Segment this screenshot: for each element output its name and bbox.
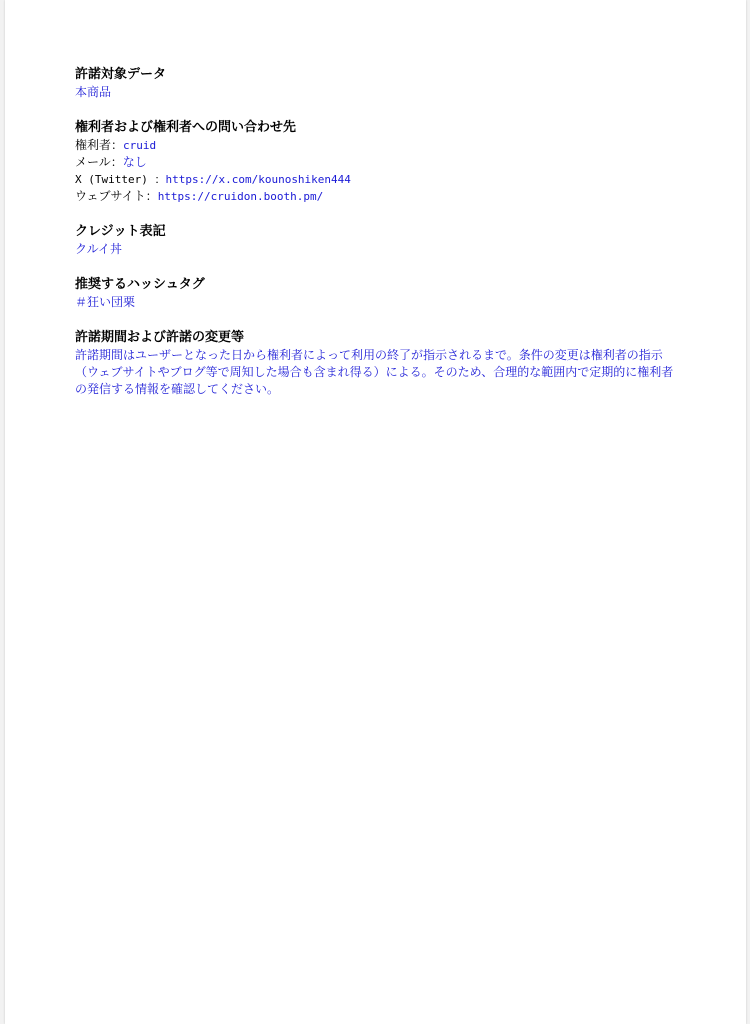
rights-holder-heading: 権利者および権利者への問い合わせ先 xyxy=(75,120,297,135)
hashtag-value: ＃狂い団栗 xyxy=(75,295,136,309)
section-credit xyxy=(75,223,685,258)
website-link[interactable]: https://cruidon.booth.pm/ xyxy=(157,190,324,203)
mail-value: なし xyxy=(122,155,147,169)
hashtag-heading: 推奨するハッシュタグ xyxy=(75,277,205,292)
credit-heading: クレジット表記 xyxy=(75,224,166,239)
section-license-period xyxy=(75,329,685,398)
website-label: ウェブサイト： xyxy=(75,189,158,203)
rights-holder-line xyxy=(75,137,685,154)
x-twitter-label: X (Twitter) ： xyxy=(75,173,166,186)
document-page xyxy=(5,0,746,1024)
section-hashtag xyxy=(75,276,685,311)
rights-holder-label: 権利者： xyxy=(75,138,124,152)
x-twitter-line xyxy=(75,171,685,188)
section-license-target xyxy=(75,66,685,101)
mail-label: メール： xyxy=(75,155,123,169)
license-target-value: 本商品 xyxy=(75,85,112,99)
section-rights-holder xyxy=(75,119,685,205)
license-period-text: 許諾期間はユーザーとなった日から権利者によって利用の終了が指示されるまで。条件の変更は権利者の指示（ウェブサイトやブログ等で周知した場合も含まれ得る）による。そのため、合理的な範囲内で定期的に権利者の発信する情報を確認してください。 xyxy=(75,348,674,396)
x-twitter-link[interactable]: https://x.com/kounoshiken444 xyxy=(165,173,351,186)
credit-value: クルイ丼 xyxy=(75,242,123,256)
license-period-heading: 許諾期間および許諾の変更等 xyxy=(75,330,245,345)
document-content xyxy=(75,66,685,416)
license-target-heading: 許諾対象データ xyxy=(75,67,167,82)
mail-line xyxy=(75,154,685,171)
rights-holder-value: cruid xyxy=(123,139,157,152)
website-line xyxy=(75,188,685,205)
